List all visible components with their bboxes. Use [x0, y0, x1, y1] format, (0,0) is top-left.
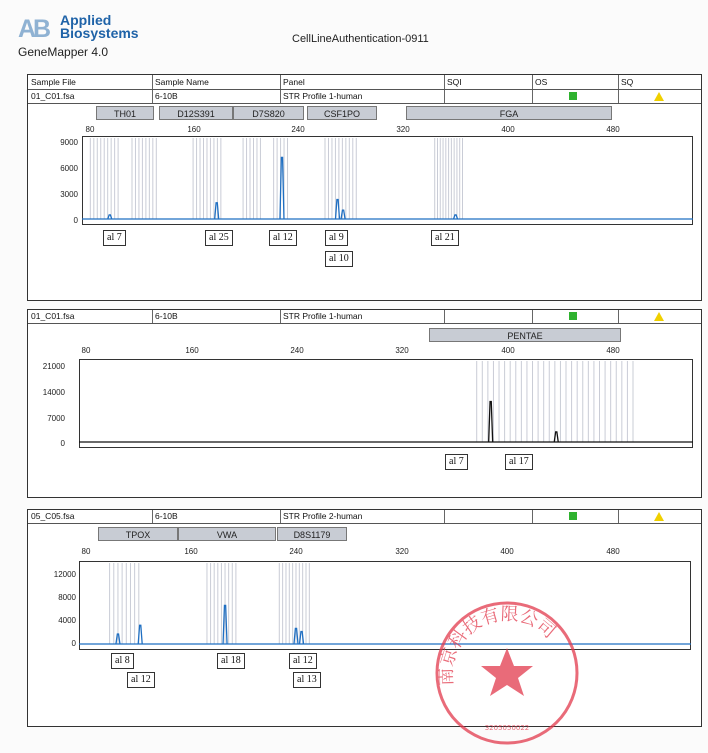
y-tick-0: 0 [60, 439, 65, 448]
col-panel: Panel [283, 77, 305, 87]
applied-biosystems-logo [18, 14, 158, 60]
col-sample-file: Sample File [31, 77, 76, 87]
sample-row [28, 310, 701, 324]
allele-label: al 7 [103, 230, 126, 246]
company-seal-stamp [432, 598, 582, 748]
stamp-text: 南京科技有限公司 [435, 603, 560, 687]
allele-label: al 7 [445, 454, 468, 470]
electropherogram-panel-3 [27, 509, 702, 727]
panel-name: STR Profile 1-human [283, 311, 363, 321]
x-tick-80: 80 [81, 547, 91, 556]
allele-label: al 13 [293, 672, 321, 688]
allele-label: al 21 [431, 230, 459, 246]
y-tick-0: 0 [71, 639, 76, 648]
x-tick-160: 160 [187, 125, 201, 134]
panel-name: STR Profile 1-human [283, 91, 363, 101]
marker-fga: FGA [406, 106, 612, 120]
stamp-code: 3205050022 [484, 724, 530, 732]
col-sqi: SQI [447, 77, 462, 87]
os-status-green [569, 312, 577, 320]
y-tick-0: 0 [73, 216, 78, 225]
column-header [28, 75, 701, 90]
document-title: CellLineAuthentication-0911 [292, 33, 429, 45]
marker-tpox: TPOX [98, 527, 178, 541]
sample-name: 6-10B [155, 311, 178, 321]
product-name: GeneMapper 4.0 [18, 45, 109, 59]
x-tick-80: 80 [81, 346, 91, 355]
y-tick-21000: 21000 [42, 362, 65, 371]
x-tick-480: 480 [606, 125, 620, 134]
col-sample-name: Sample Name [155, 77, 209, 87]
y-tick-8000: 8000 [58, 593, 76, 602]
marker-d8s1179: D8S1179 [277, 527, 347, 541]
ab-logo-mark: AB [18, 15, 49, 43]
x-tick-160: 160 [184, 547, 198, 556]
sample-row [28, 510, 701, 524]
sq-warning-icon [654, 92, 664, 101]
brand-name [60, 14, 139, 40]
allele-label: al 25 [205, 230, 233, 246]
x-tick-400: 400 [501, 125, 515, 134]
electropherogram-plot-3 [79, 561, 691, 650]
x-tick-400: 400 [500, 547, 514, 556]
col-sq: SQ [621, 77, 634, 87]
allele-label: al 8 [111, 653, 134, 669]
x-tick-320: 320 [396, 125, 410, 134]
sample-file: 05_C05.fsa [31, 511, 75, 521]
x-tick-320: 320 [395, 346, 409, 355]
star-icon [481, 648, 533, 696]
plot-frame [80, 360, 693, 448]
allele-label: al 10 [325, 251, 353, 267]
panel-name: STR Profile 2-human [283, 511, 363, 521]
x-tick-80: 80 [85, 125, 95, 134]
electropherogram-plot-2 [79, 359, 693, 448]
y-tick-7000: 7000 [47, 414, 65, 423]
marker-d12s391: D12S391 [159, 106, 233, 120]
y-tick-12000: 12000 [53, 570, 76, 579]
os-status-green [569, 92, 577, 100]
y-tick-6000: 6000 [60, 164, 78, 173]
allele-label: al 12 [127, 672, 155, 688]
allele-label: al 17 [505, 454, 533, 470]
sample-name: 6-10B [155, 511, 178, 521]
y-tick-14000: 14000 [42, 388, 65, 397]
brand-line-2: Biosystems [60, 25, 139, 41]
sample-file: 01_C01.fsa [31, 311, 75, 321]
allele-label: al 12 [269, 230, 297, 246]
col-os: OS [535, 77, 548, 87]
marker-csf1po: CSF1PO [307, 106, 377, 120]
sample-name: 6-10B [155, 91, 178, 101]
x-tick-480: 480 [606, 346, 620, 355]
marker-th01: TH01 [96, 106, 154, 120]
plot-frame [83, 137, 693, 225]
sample-row [28, 90, 701, 104]
y-tick-3000: 3000 [60, 190, 78, 199]
y-tick-4000: 4000 [58, 616, 76, 625]
x-tick-480: 480 [606, 547, 620, 556]
allele-label: al 12 [289, 653, 317, 669]
allele-label: al 9 [325, 230, 348, 246]
x-tick-160: 160 [185, 346, 199, 355]
x-tick-400: 400 [501, 346, 515, 355]
marker-pentae: PENTAE [429, 328, 621, 342]
x-tick-240: 240 [289, 547, 303, 556]
brand-line-1: Applied [60, 12, 112, 28]
x-tick-240: 240 [291, 125, 305, 134]
marker-vwa: VWA [178, 527, 276, 541]
sq-warning-icon [654, 312, 664, 321]
electropherogram-plot-1 [82, 136, 693, 225]
sq-warning-icon [654, 512, 664, 521]
sample-file: 01_C01.fsa [31, 91, 75, 101]
electropherogram-panel-1 [27, 74, 702, 301]
x-tick-240: 240 [290, 346, 304, 355]
y-tick-9000: 9000 [60, 138, 78, 147]
os-status-green [569, 512, 577, 520]
plot-frame [80, 562, 691, 650]
allele-label: al 18 [217, 653, 245, 669]
x-tick-320: 320 [395, 547, 409, 556]
marker-d7s820: D7S820 [233, 106, 304, 120]
electropherogram-panel-2 [27, 309, 702, 498]
